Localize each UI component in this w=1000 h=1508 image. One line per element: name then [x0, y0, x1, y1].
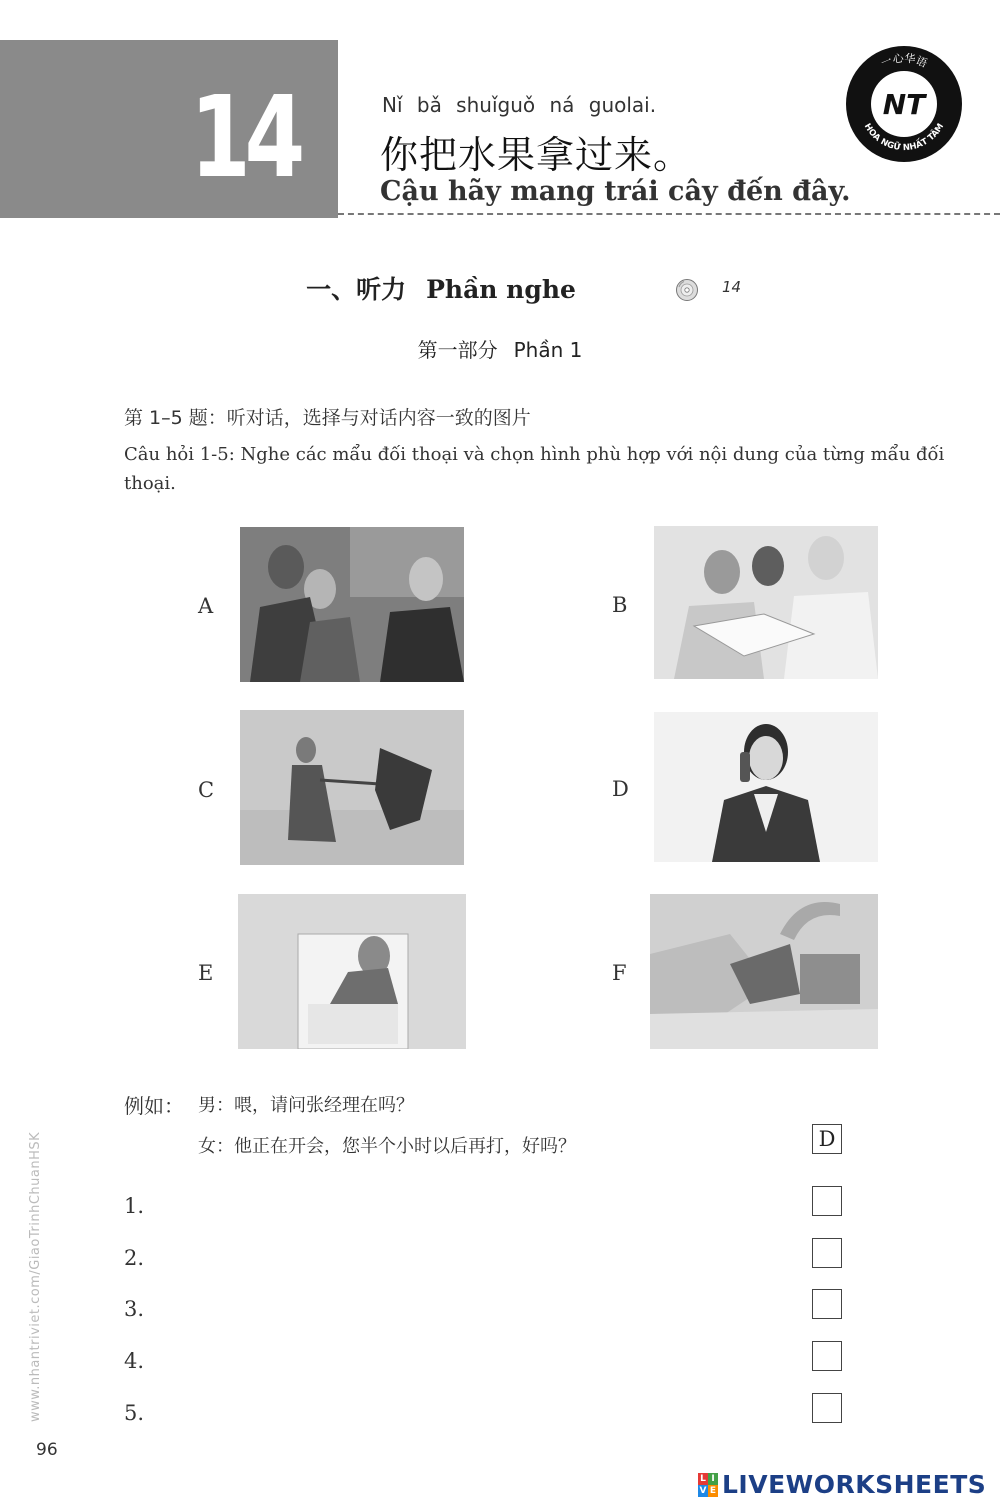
- example-answer-box: D: [812, 1124, 842, 1154]
- page-number: 96: [36, 1440, 58, 1460]
- liveworksheets-logo-icon: L I V E: [699, 1473, 717, 1496]
- picture-label-b: B: [612, 593, 628, 617]
- part-title-vietnamese: Phần 1: [513, 338, 583, 362]
- photo-d-woman-on-phone: [654, 712, 878, 862]
- publisher-watermark: www.nhantriviet.com/GiaoTrinhChuanHSK: [28, 1131, 43, 1422]
- photo-b-family-reading: [654, 526, 878, 679]
- lesson-title-pinyin: Nǐ bǎ shuǐguǒ ná guolai.: [382, 93, 657, 117]
- logo-ring-top: 一心华语: [878, 51, 930, 71]
- question-number-4: 4.: [124, 1349, 145, 1373]
- answer-box-2[interactable]: [812, 1238, 842, 1268]
- header-dashed-divider: [338, 213, 1000, 215]
- section-title-chinese: 一、听力: [306, 275, 407, 304]
- example-prefix: 例如：: [124, 1094, 184, 1118]
- question-number-1: 1.: [124, 1194, 145, 1218]
- answer-box-5[interactable]: [812, 1393, 842, 1423]
- photo-a-group-chatting: [240, 527, 464, 682]
- picture-label-f: F: [612, 961, 627, 985]
- svg-text:一心华语: [879, 51, 929, 70]
- logo-ring-bottom: HOA NGỮ NHẤT TÂM: [861, 121, 947, 154]
- liveworksheets-wordmark: LIVEWORKSHEETS: [722, 1470, 987, 1499]
- liveworksheets-brand[interactable]: [698, 1470, 986, 1499]
- logo-initials: NT: [871, 71, 937, 137]
- section-heading: [0, 270, 1000, 306]
- part-title-chinese: 第一部分: [417, 338, 498, 362]
- picture-label-c: C: [198, 778, 215, 802]
- section-title-vietnamese: Phần nghe: [426, 275, 576, 304]
- audio-cd-icon[interactable]: [675, 278, 699, 302]
- answer-box-3[interactable]: [812, 1289, 842, 1319]
- question-number-5: 5.: [124, 1401, 145, 1425]
- part-heading: [0, 334, 1000, 363]
- example-dialogue-man: 男：喂，请问张经理在吗？: [198, 1095, 414, 1116]
- answer-box-1[interactable]: [812, 1186, 842, 1216]
- answer-box-4[interactable]: [812, 1341, 842, 1371]
- picture-label-a: A: [198, 594, 214, 618]
- question-number-3: 3.: [124, 1297, 145, 1321]
- instructions-vietnamese: Câu hỏi 1-5: Nghe các mẩu đối thoại và chọn hình phù hợp với nội dung của từng mẩu đối thoại.: [124, 444, 945, 494]
- audio-track-number: 14: [722, 278, 742, 296]
- picture-label-d: D: [612, 777, 629, 801]
- svg-text:HOA NGỮ NHẤT TÂM: [862, 122, 946, 153]
- question-number-2: 2.: [124, 1246, 145, 1270]
- picture-label-e: E: [198, 961, 214, 985]
- example-dialogue-woman: 女：他正在开会，您半个小时以后再打，好吗？: [198, 1136, 576, 1157]
- photo-e-woman-at-fridge: [238, 894, 466, 1049]
- logo-ring-text: [846, 46, 962, 162]
- lesson-number: 14: [190, 73, 300, 203]
- photo-c-windy-umbrella: [240, 710, 464, 865]
- lesson-title-chinese: 你把水果拿过来。: [380, 133, 693, 177]
- instructions-chinese: 第 1–5 题：听对话，选择与对话内容一致的图片: [124, 407, 531, 429]
- lesson-title-vietnamese: Cậu hãy mang trái cây đến đây.: [380, 176, 851, 207]
- photo-f-washing-dishes: [650, 894, 878, 1049]
